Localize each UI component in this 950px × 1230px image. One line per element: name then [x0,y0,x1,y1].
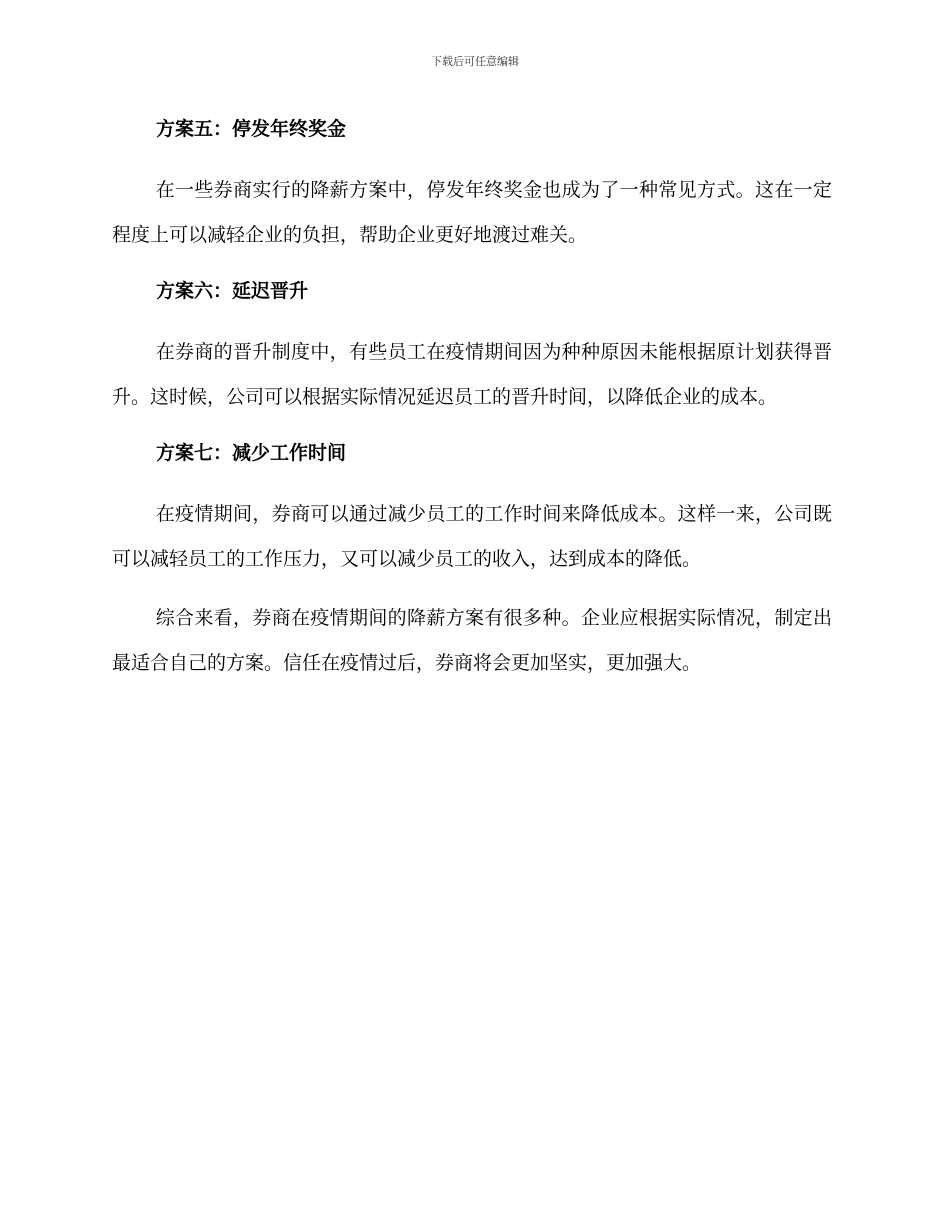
section-heading-plan-7: 方案七：减少工作时间 [156,442,347,464]
page-header-note: 下载后可任意编辑 [431,55,519,68]
section-heading-plan-6: 方案六：延迟晋升 [156,280,309,302]
conclusion-paragraph: 综合来看，券商在疫情期间的降薪方案有很多种。企业应根据实际情况，制定出最适合自己的方案。信任在疫情过后，券商将会更加坚实，更加强大。 [112,607,832,674]
section-paragraph-plan-6: 在券商的晋升制度中，有些员工在疫情期间因为种种原因未能根据原计划获得晋升。这时候，公司可以根据实际情况延迟员工的晋升时间，以降低企业的成本。 [112,341,832,408]
section-heading-plan-5: 方案五：停发年终奖金 [156,118,347,140]
section-paragraph-plan-5: 在一些券商实行的降薪方案中，停发年终奖金也成为了一种常见方式。这在一定程度上可以减轻企业的负担，帮助企业更好地渡过难关。 [112,179,832,246]
document-body [112,110,832,686]
section-paragraph-plan-7: 在疫情期间，券商可以通过减少员工的工作时间来降低成本。这样一来，公司既可以减轻员工的工作压力，又可以减少员工的收入，达到成本的降低。 [112,503,832,570]
